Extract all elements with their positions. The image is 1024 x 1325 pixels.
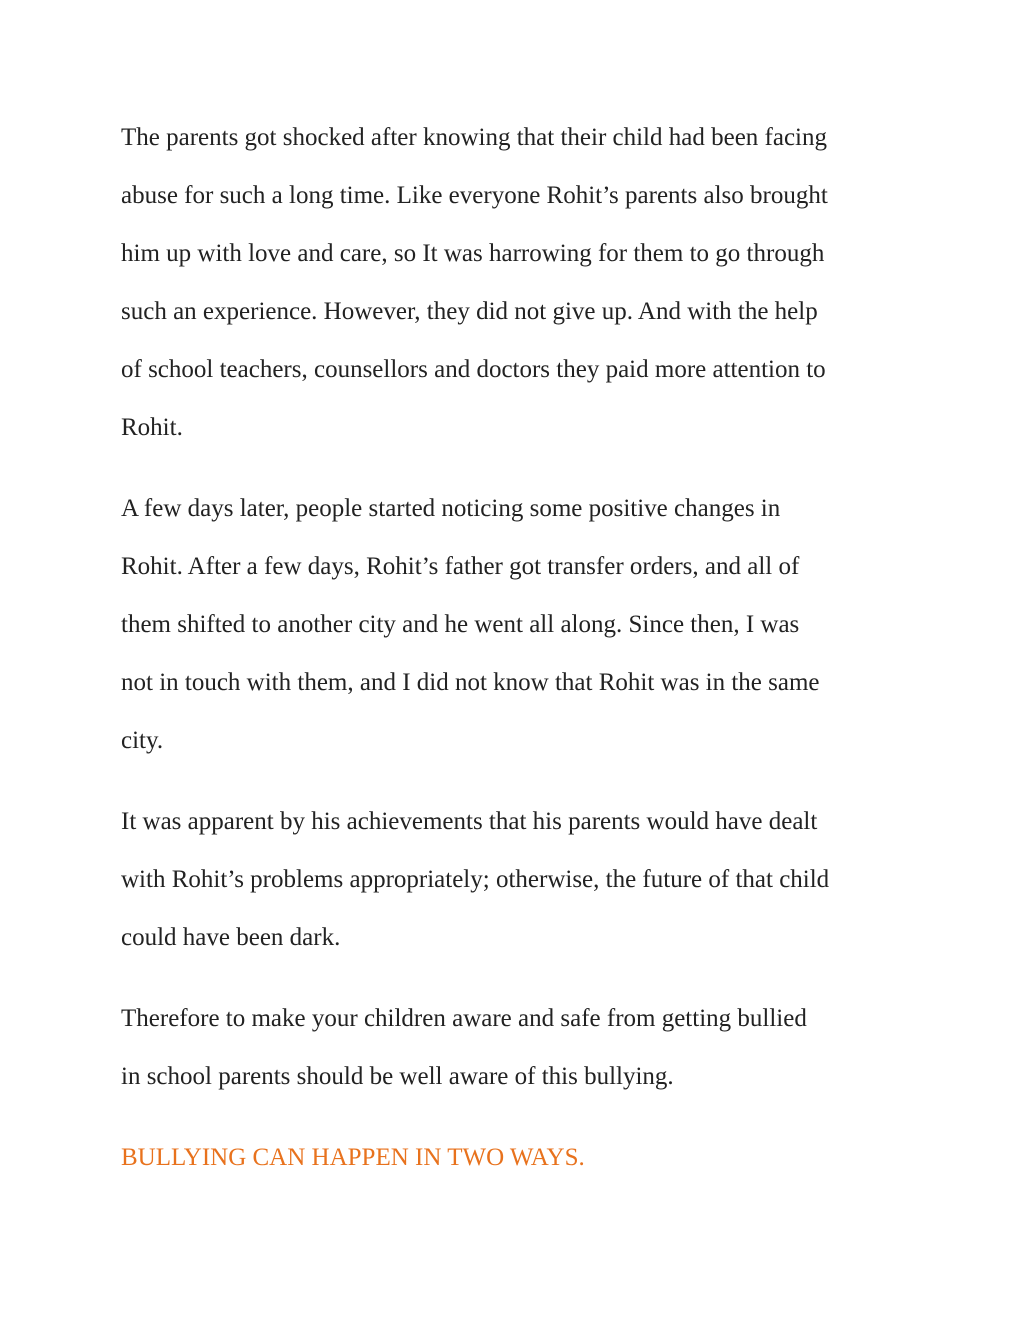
paragraph — [121, 990, 906, 1106]
text-line: of school teachers, counsellors and doctors they paid more attention to — [121, 356, 826, 383]
text-line: Rohit. After a few days, Rohit’s father got transfer orders, and all of — [121, 553, 800, 580]
document-body — [121, 109, 906, 1187]
text-line: city. — [121, 727, 164, 754]
text-line: not in touch with them, and I did not know that Rohit was in the same — [121, 669, 820, 696]
text-line: Therefore to make your children aware and safe from getting bullied — [121, 1005, 807, 1032]
paragraph — [121, 480, 906, 770]
text-line: him up with love and care, so It was harrowing for them to go through — [121, 240, 825, 267]
text-line: A few days later, people started noticing some positive changes in — [121, 495, 781, 522]
text-line: It was apparent by his achievements that his parents would have dealt — [121, 808, 818, 835]
text-line: could have been dark. — [121, 924, 341, 951]
paragraph — [121, 793, 906, 967]
text-line: in school parents should be well aware of this bullying. — [121, 1063, 674, 1090]
text-line: The parents got shocked after knowing that their child had been facing — [121, 124, 828, 151]
text-line: them shifted to another city and he went all along. Since then, I was — [121, 611, 800, 638]
paragraph — [121, 109, 906, 457]
text-line: abuse for such a long time. Like everyone Rohit’s parents also brought — [121, 182, 828, 209]
section-heading: BULLYING CAN HAPPEN IN TWO WAYS. — [121, 1144, 585, 1171]
text-line: with Rohit’s problems appropriately; otherwise, the future of that child — [121, 866, 830, 893]
text-line: Rohit. — [121, 414, 183, 441]
text-line: such an experience. However, they did not give up. And with the help — [121, 298, 818, 325]
